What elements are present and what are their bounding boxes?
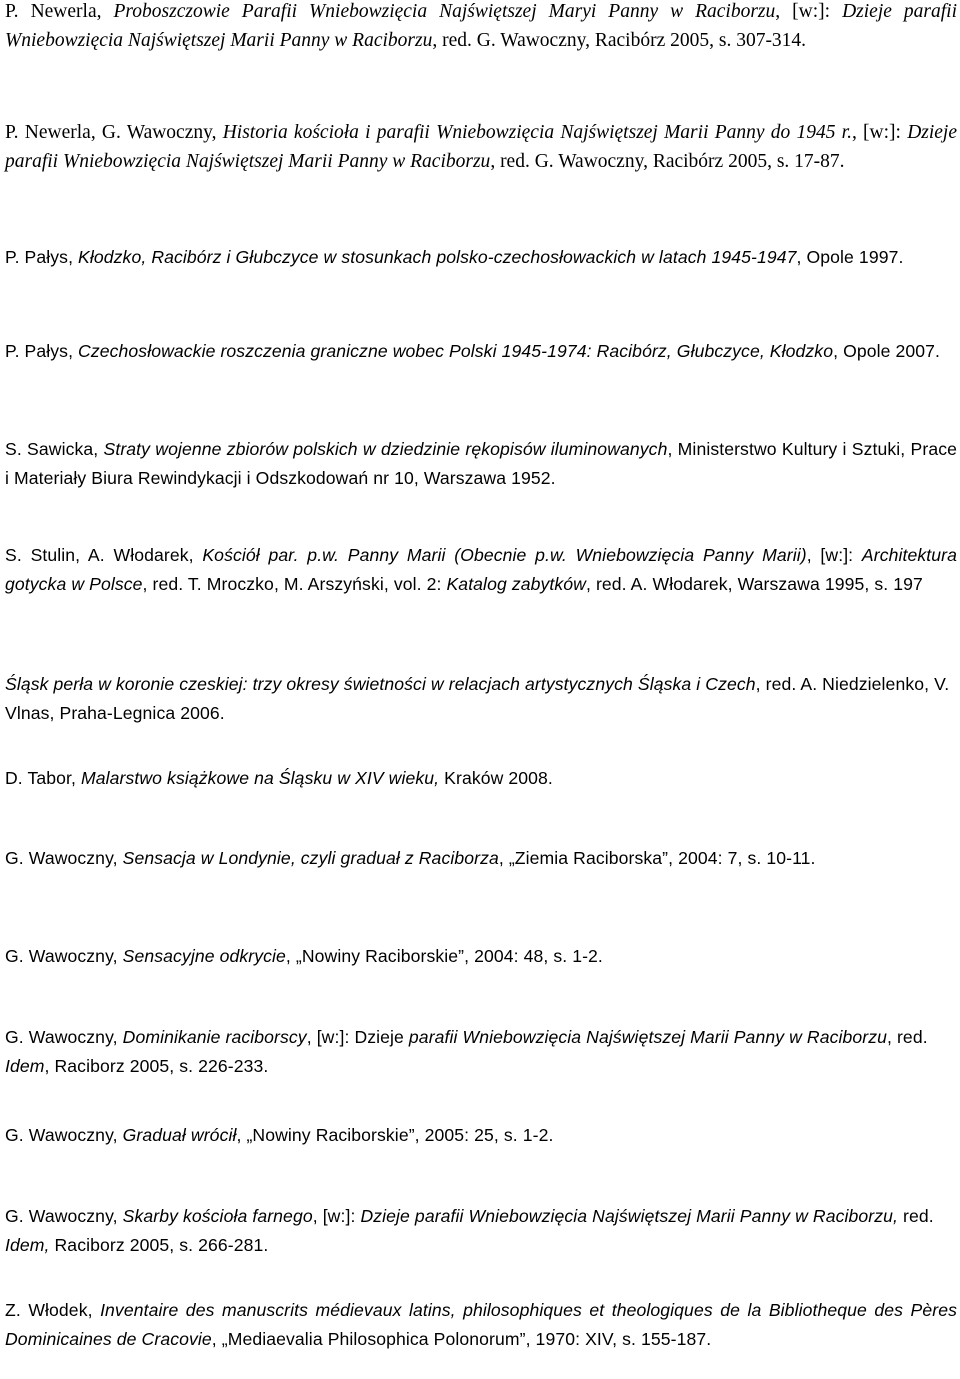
entry-text: G. Wawoczny, (5, 946, 123, 966)
entry-title-italic: Straty wojenne zbiorów polskich w dziedzinie rękopisów iluminowanych (103, 439, 668, 459)
entry-text: , [w:]: (806, 545, 862, 565)
entry-text: red. (898, 1206, 934, 1226)
bibliography-entry (5, 670, 957, 728)
bibliography-entry (5, 844, 957, 873)
entry-title-italic: Sensacja w Londynie, czyli graduał z Raciborza (122, 848, 499, 868)
entry-text: , „Nowiny Raciborskie”, 2005: 25, s. 1-2. (236, 1125, 554, 1145)
entry-title-italic: Dzieje parafii Wniebowzięcia Najświętszej Marii Panny w Raciborzu (5, 122, 958, 172)
entry-text: , „Ziemia Raciborska”, 2004: 7, s. 10-11. (498, 848, 816, 868)
entry-text: G. Wawoczny, (5, 1206, 123, 1226)
entry-title-italic: Czechosłowackie roszczenia graniczne wobec Polski 1945-1974: Racibórz, Głubczyce, Kłodzko (78, 341, 834, 361)
entry-text: S. Sawicka, (5, 439, 104, 459)
bibliography-entry (5, 337, 957, 366)
entry-text: G. Wawoczny, (5, 1125, 123, 1145)
entry-text: , [w:]: (851, 122, 908, 143)
entry-title-italic: Graduał wrócił (122, 1125, 237, 1145)
entry-title-italic: Kościół par. p.w. Panny Marii (Obecnie p.w. Wniebowzięcia Panny Marii) (202, 545, 807, 565)
entry-text: , [w:]: (775, 1, 843, 22)
entry-text: , [w:]: (312, 1206, 361, 1226)
entry-text: D. Tabor, (5, 768, 81, 788)
entry-text: , red. (887, 1027, 928, 1047)
bibliography-entry (5, 118, 957, 176)
bibliography-entry (5, 541, 957, 599)
entry-text: , red. T. Mroczko, M. Arszyński, vol. 2: (142, 574, 447, 594)
bibliography-entry (5, 1202, 957, 1260)
bibliography-entry (5, 764, 957, 793)
entry-title-italic: Śląsk perła w koronie czeskiej: trzy okresy świetności w relacjach artystycznych Śląska i Czech (5, 674, 756, 694)
entry-text: , [w:]: Dzieje (306, 1027, 409, 1047)
entry-title-italic: Idem (5, 1056, 45, 1076)
entry-text: P. Pałys, (5, 341, 79, 361)
entry-text: S. Stulin, A. Włodarek, (5, 545, 203, 565)
entry-text: , Opole 2007. (833, 341, 941, 361)
entry-title-italic: Dominikanie raciborscy (122, 1027, 307, 1047)
entry-text: , red. G. Wawoczny, Racibórz 2005, s. 307-314. (432, 30, 807, 51)
bibliography-entry (5, 435, 957, 493)
entry-text: P. Newerla, G. Wawoczny, (5, 122, 223, 143)
entry-title-italic: Proboszczowie Parafii Wniebowzięcia Najświętszej Maryi Panny w Raciborzu (113, 1, 776, 22)
entry-title-italic: Idem, (5, 1235, 50, 1255)
entry-text: , red. A. Włodarek, Warszawa 1995, s. 197 (585, 574, 923, 594)
entry-text: , Ministerstwo Kultury i Sztuki, Prace i Materiały Biura Rewindykacji i Odszkodowań nr 10, Warszawa 1952. (5, 439, 957, 488)
entry-title-italic: Sensacyjne odkrycie (122, 946, 286, 966)
entry-title-italic: parafii Wniebowzięcia Najświętszej Marii Panny w Raciborzu (408, 1027, 887, 1047)
entry-title-italic: Dzieje parafii Wniebowzięcia Najświętszej Marii Panny w Raciborzu (5, 1, 957, 51)
entry-text: , „Mediaevalia Philosophica Polonorum”, 1970: XIV, s. 155-187. (211, 1329, 712, 1349)
entry-text: G. Wawoczny, (5, 848, 123, 868)
entry-text: Z. Włodek, (5, 1300, 101, 1320)
entry-text: , Raciborz 2005, s. 226-233. (44, 1056, 269, 1076)
entry-text: G. Wawoczny, (5, 1027, 123, 1047)
entry-text: , red. G. Wawoczny, Racibórz 2005, s. 17-87. (490, 151, 845, 172)
entry-title-italic: Architektura gotycka w Polsce (5, 545, 957, 594)
entry-title-italic: Inventaire des manuscrits médievaux latins, philosophiques et theologiques de la Bibliotheque des Pères Dominicaines de Cracovie (5, 1300, 957, 1349)
bibliography-entry (5, 243, 957, 272)
entry-title-italic: Kłodzko, Racibórz i Głubczyce w stosunkach polsko-czechosłowackich w latach 1945-1947 (78, 247, 797, 267)
entry-text: Kraków 2008. (439, 768, 553, 788)
entry-title-italic: Dzieje parafii Wniebowzięcia Najświętszej Marii Panny w Raciborzu, (360, 1206, 898, 1226)
bibliography-entry (5, 0, 957, 55)
entry-title-italic: Katalog zabytków (446, 574, 586, 594)
entry-text: , Opole 1997. (796, 247, 904, 267)
entry-text: P. Newerla, (5, 1, 114, 22)
bibliography-entry (5, 942, 957, 971)
bibliography-entry (5, 1121, 957, 1150)
entry-title-italic: Historia kościoła i parafii Wniebowzięcia Najświętszej Marii Panny do 1945 r. (222, 122, 852, 143)
bibliography-entry (5, 1296, 957, 1354)
entry-text: , „Nowiny Raciborskie”, 2004: 48, s. 1-2. (285, 946, 603, 966)
entry-text: , red. A. Niedzielenko, V. Vlnas, Praha-Legnica 2006. (5, 674, 950, 723)
entry-text: Raciborz 2005, s. 266-281. (49, 1235, 269, 1255)
entry-title-italic: Skarby kościoła farnego (122, 1206, 313, 1226)
entry-text: P. Pałys, (5, 247, 79, 267)
bibliography-entry (5, 1023, 957, 1081)
entry-title-italic: Malarstwo książkowe na Śląsku w XIV wieku, (80, 768, 440, 788)
